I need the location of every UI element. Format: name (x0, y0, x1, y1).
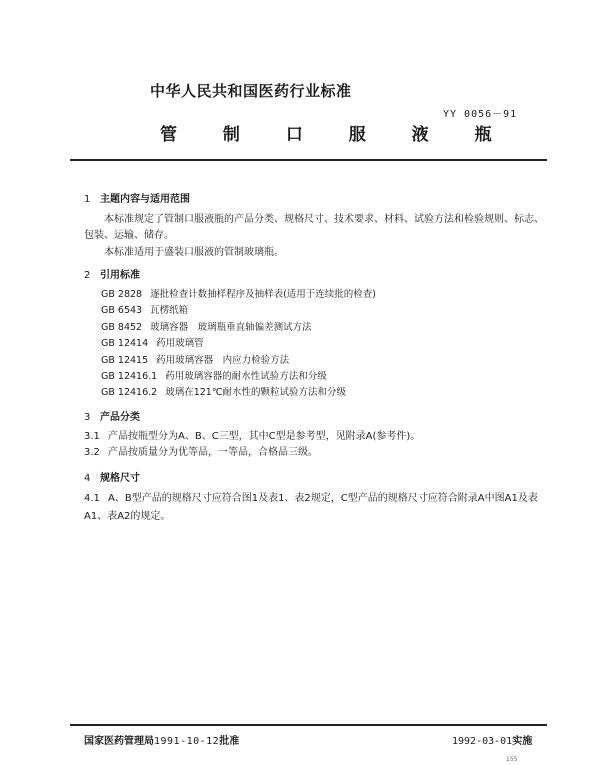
clause-text: A、B型产品的规格尺寸应符合图1及表1、表2规定，C型产品的规格尺寸应符合附录A中图A1及表A1、表A2的规定。 (84, 493, 538, 522)
reference-code: GB 12414 (101, 338, 149, 350)
clause-number: 3.2 (84, 447, 100, 458)
footer-divider (70, 724, 547, 726)
reference-list (101, 287, 376, 402)
standard-code: YY 0056－91 (443, 109, 518, 120)
reference-item (101, 320, 376, 336)
reference-code: GB 12416.2 (101, 387, 158, 399)
scope-paragraph-1: 本标准规定了管制口服液瓶的产品分类、规格尺寸、技术要求、材料、试验方法和检验规则、标志、包装、运输、储存。 (84, 214, 544, 241)
clause-number: 3.1 (84, 431, 100, 442)
reference-code: GB 12416.1 (101, 371, 158, 383)
approval-date: 1991-10-12 (154, 736, 220, 747)
reference-item (101, 369, 376, 385)
reference-title: 玻璃容器 玻璃瓶垂直轴偏差测试方法 (150, 321, 312, 333)
section-title: 产品分类 (100, 412, 140, 423)
reference-title: 逐批检查计数抽样程序及抽样表(适用于连续批的检查) (150, 289, 376, 300)
approval-label: 批准 (219, 736, 240, 747)
reference-title: 玻璃在121℃耐水性的颗粒试验方法和分级 (165, 387, 346, 399)
section-number: 3 (84, 412, 91, 423)
section-title: 规格尺寸 (100, 473, 140, 484)
section-number: 2 (84, 270, 91, 281)
section-1-heading (84, 190, 190, 205)
reference-title: 药用玻璃管 (156, 338, 204, 350)
implementation-label: 实施 (512, 736, 533, 747)
document-title: 管 制 口 服 液 瓶 (160, 125, 512, 145)
reference-item (101, 287, 376, 303)
clause-3-2 (84, 445, 318, 461)
section-3-heading (84, 408, 140, 423)
approving-authority: 国家医药管理局 (84, 736, 154, 747)
clause-text: 产品按瓶型分为A、B、C三型，其中C型是参考型，见附录A(参考件)。 (108, 431, 421, 442)
header-divider (70, 159, 547, 161)
page-number: 155 (506, 756, 518, 763)
implementation-date: 1992-03-01 (452, 736, 513, 747)
clause-text: 产品按质量分为优等品，一等品，合格品三级。 (108, 447, 318, 458)
clause-3-1 (84, 429, 420, 445)
reference-item (101, 353, 376, 369)
standard-category-title: 中华人民共和国医药行业标准 (150, 82, 352, 100)
reference-item (101, 336, 376, 352)
reference-code: GB 2828 (101, 289, 143, 300)
reference-item (101, 385, 376, 401)
implementation-line (452, 732, 532, 747)
section-title: 引用标准 (100, 270, 140, 281)
approval-line (84, 732, 239, 747)
section-number: 4 (84, 473, 91, 484)
reference-code: GB 8452 (101, 321, 143, 333)
section-number: 1 (84, 194, 91, 205)
reference-code: GB 12415 (101, 354, 149, 366)
clause-number: 4.1 (84, 493, 100, 504)
reference-item (101, 303, 376, 319)
clause-4-1 (84, 490, 550, 526)
section-title: 主题内容与适用范围 (100, 194, 190, 205)
reference-title: 药用玻璃容器 内应力检验方法 (156, 354, 290, 366)
section-2-heading (84, 266, 140, 281)
reference-title: 药用玻璃容器的耐水性试验方法和分级 (165, 371, 327, 383)
reference-title: 瓦楞纸箱 (150, 305, 189, 317)
scope-paragraph-2: 本标准适用于盛装口服液的管制玻璃瓶。 (104, 247, 284, 258)
section-4-heading (84, 469, 140, 484)
reference-code: GB 6543 (101, 305, 143, 317)
